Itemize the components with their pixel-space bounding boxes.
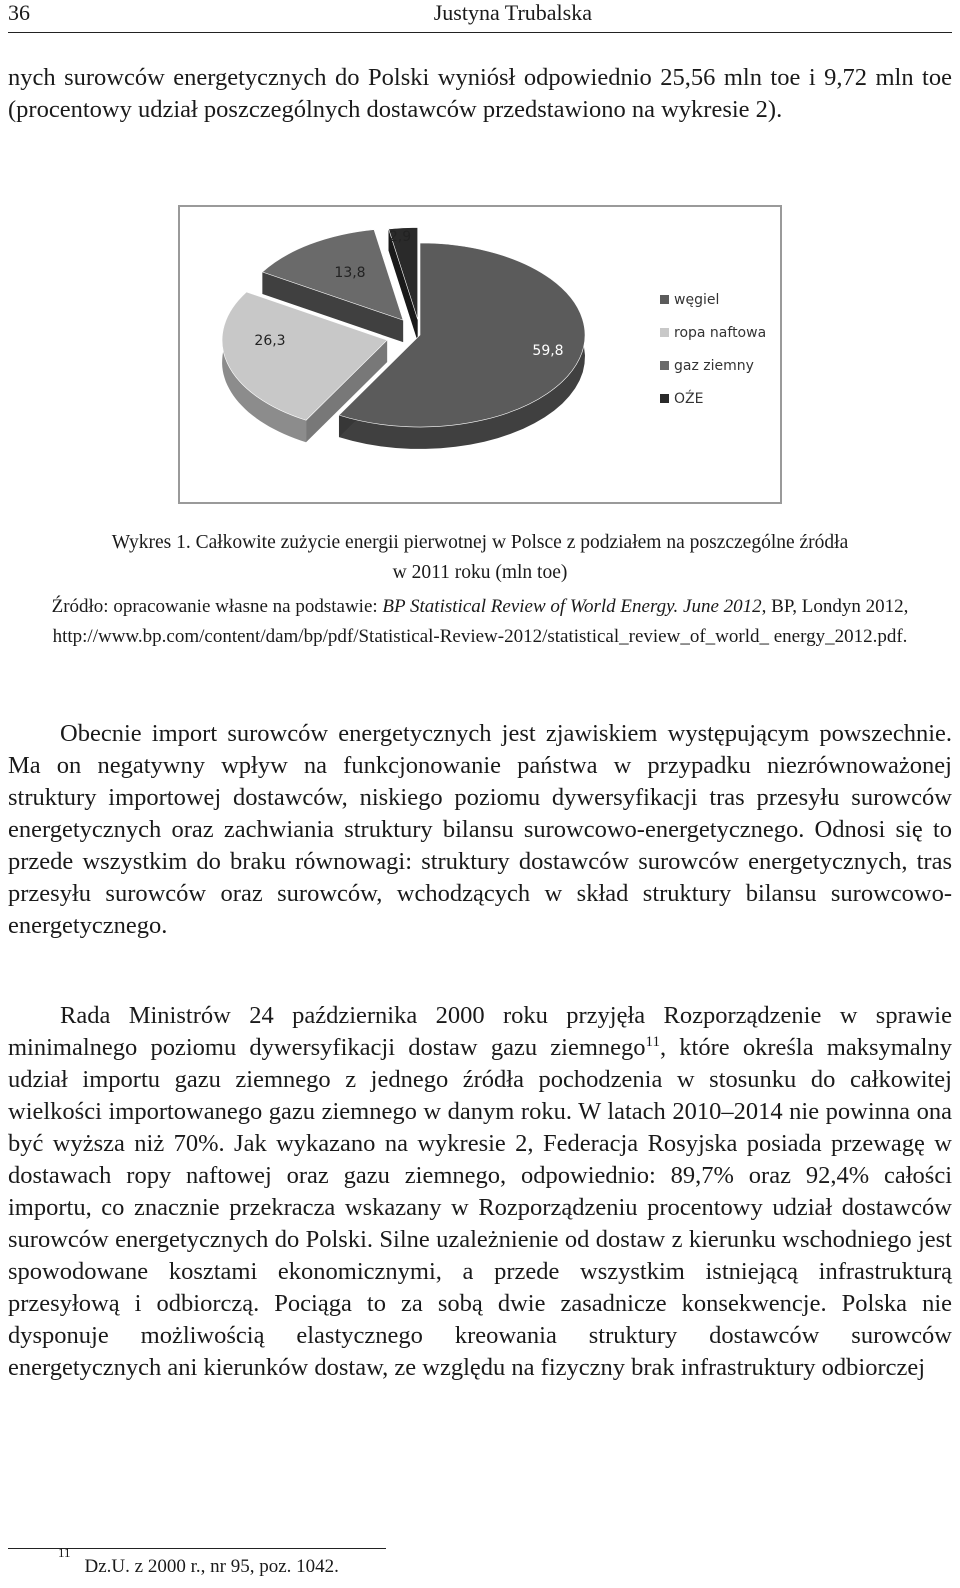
figure-caption (8, 528, 952, 588)
paragraph-2: Obecnie import surowców energetycznych jest zjawiskiem występującym powszechnie. Ma on negatywny wpływ na funkcjonowanie państwa w przypadku niezrównoważonej struktury importowej dostawców, niskiego poziomu dywersyfikacji tras przesyłu surowców energetycznych oraz zachwiania struktury bilansu surowcowo-energetycznego. Odnosi się to przede wszystkim do braku równowagi: struktury dostawców surowców energetycznych, tras przesyłu surowców oraz surowców, wchodzących w skład struktury bilansu surowcowo-energetycznego. (8, 720, 952, 939)
page-header (8, 0, 952, 33)
legend-swatch-0 (660, 295, 669, 304)
figure-source (8, 592, 952, 652)
source-prefix: Źródło: opracowanie własne na podstawie: (51, 596, 383, 617)
footnote-text: Dz.U. z 2000 r., nr 95, poz. 1042. (84, 1556, 339, 1577)
pie-data-label-3: 2,9 (388, 229, 412, 245)
footnote (58, 1544, 339, 1578)
source-title: BP Statistical Review of World Energy. June 2012 (382, 596, 762, 617)
pie-chart (178, 205, 782, 504)
paragraph-3 (8, 1000, 952, 1384)
legend-label-0: węgiel (674, 292, 720, 308)
footnote-reference: 11 (645, 1033, 660, 1050)
paragraph-3-part-a: Rada Ministrów 24 października 2000 roku przyjęła Rozporządzenie w sprawie minimalnego poziomu dywersyfikacji dostaw gazu ziemnego (8, 1002, 952, 1061)
legend-label-2: gaz ziemny (674, 358, 754, 374)
pie-data-label-1: 26,3 (254, 333, 286, 349)
legend-label-3: OŹE (674, 391, 704, 407)
footnote-number: 11 (58, 1544, 71, 1560)
paragraph-intro: nych surowców energetycznych do Polski wyniósł odpowiednio 25,56 mln toe i 9,72 mln toe (procentowy udział poszczególnych dostawców przedstawiono na wykresie 2). (8, 64, 952, 123)
pie-chart-svg (180, 207, 780, 502)
caption-line-1: Wykres 1. Całkowite zużycie energii pierwotnej w Polsce z podziałem na poszczególne źródła (111, 532, 849, 553)
source-suffix: , BP, Londyn 2012, http://www.bp.com/content/dam/bp/pdf/Statistical-Review-2012/statistical_review_of_world_ energy_2012.pdf. (52, 596, 909, 647)
pie-data-label-2: 13,8 (334, 265, 366, 281)
page-number: 36 (8, 0, 30, 25)
legend-swatch-1 (660, 328, 669, 337)
pie-data-label-0: 59,8 (532, 343, 564, 359)
legend-swatch-2 (660, 361, 669, 370)
legend-swatch-3 (660, 394, 669, 403)
paragraph-3-part-b: , które określa maksymalny udział importu gazu ziemnego z jednego źródła pochodzenia w stosunku do całkowitej wielkości importowanego gazu ziemnego w danym roku. W latach 2010–2014 nie powinna ona być wyższa niż 70%. Jak wykazano na wykresie 2, Federacja Rosyjska posiada przewagę w dostawach ropy naftowej oraz gazu ziemnego, odpowiednio: 89,7% oraz 92,4% całości importu, co znacznie przekracza wskazany w Rozporządzeniu procentowy udział dostawców surowców energetycznych do Polski. Silne uzależnienie od dostaw z kierunku wschodniego jest spowodowane kosztami ekonomicznymi, a przede wszystkim istniejącą infrastrukturą przesyłową i odbiorczą. Pociąga to za sobą dwie zasadnicze konsekwencje. Polska nie dysponuje możliwością elastycznego kreowania struktury dostawców surowców energetycznych ani kierunków dostaw, ze względu na fizyczny brak infrastruktury odbiorczej (8, 1034, 952, 1381)
legend-label-1: ropa naftowa (674, 325, 767, 341)
running-head-author: Justyna Trubalska (433, 0, 592, 25)
caption-line-2: w 2011 roku (mln toe) (392, 562, 568, 583)
